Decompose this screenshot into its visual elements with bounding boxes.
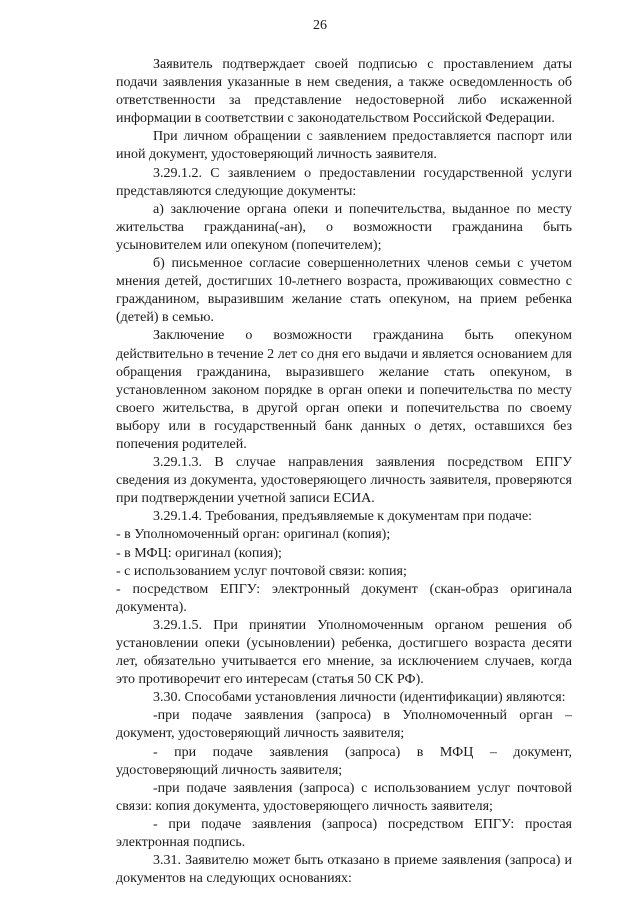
list-item-mfc: - в МФЦ: оригинал (копия); (116, 545, 282, 561)
list-item-epgu: - посредством ЕПГУ: электронный документ (скан-образ оригинала документа). (116, 581, 572, 615)
list-item-authorized-body: - в Уполномоченный орган: оригинал (копия); (116, 527, 391, 543)
document-body (116, 56, 572, 888)
paragraph-passport: При личном обращении с заявлением предоставляется паспорт или иной документ, удостоверяющий личность заявителя. (116, 129, 572, 163)
paragraph-3-31: 3.31. Заявителю может быть отказано в приеме заявления (запроса) и документов на следующих основаниях: (116, 853, 572, 887)
paragraph-3-29-1-5: 3.29.1.5. При принятии Уполномоченным органом решения об установлении опеки (усыновлении) ребенка, достигшего возраста десяти лет, обязательно учитывается его мнение, за исключением случаев, когда это противоречит его интересам (статья 50 СК РФ). (116, 617, 572, 688)
list-item-postal: - с использованием услуг почтовой связи: копия; (116, 563, 407, 579)
paragraph-id-authorized-body: -при подаче заявления (запроса) в Уполномоченный орган – документ, удостоверяющий личность заявителя; (116, 708, 572, 742)
paragraph-3-30: 3.30. Способами установления личности (идентификации) являются: (153, 690, 566, 706)
paragraph-conclusion-validity: Заключение о возможности гражданина быть опекуном действительно в течение 2 лет со дня его выдачи и является основанием для обращения гражданина, выразившего желание стать опекуном, в установленном законом порядке в орган опеки и попечительства по месту своего жительства, в другой орган опеки и попечительства по своему выбору или в государственный банк данных о детях, оставшихся без попечения родителей. (116, 328, 572, 452)
paragraph-3-29-1-2: 3.29.1.2. С заявлением о предоставлении государственной услуги представляются следующие документы: (116, 165, 572, 199)
paragraph-id-postal: -при подаче заявления (запроса) с использованием услуг почтовой связи: копия документа, удостоверяющего личность заявителя; (116, 780, 572, 814)
paragraph-id-mfc: - при подаче заявления (запроса) в МФЦ – документ, удостоверяющий личность заявителя; (116, 744, 572, 778)
paragraph-3-29-1-4: 3.29.1.4. Требования, предъявляемые к документам при подаче: (153, 509, 533, 525)
page-number: 26 (313, 18, 327, 33)
paragraph-item-a: а) заключение органа опеки и попечительства, выданное по месту жительства гражданина(-ан), о возможности гражданина быть усыновителем или опекуном (попечителем); (116, 201, 572, 253)
paragraph-signature-confirmation: Заявитель подтверждает своей подписью с проставлением даты подачи заявления указанные в нем сведения, а также осведомленность об ответственности за представление недостоверной либо искаженной информации в соответствии с законодательством Российской Федерации. (116, 57, 572, 127)
paragraph-3-29-1-3: 3.29.1.3. В случае направления заявления посредством ЕПГУ сведения из документа, удостоверяющего личность заявителя, проверяются при подтверждении учетной записи ЕСИА. (116, 455, 572, 507)
paragraph-id-epgu: - при подаче заявления (запроса) посредством ЕПГУ: простая электронная подпись. (116, 816, 572, 851)
paragraph-item-b: б) письменное согласие совершеннолетних членов семьи с учетом мнения детей, достигших 10-летнего возраста, проживающих совместно с гражданином, выразившим желание стать опекуном, на прием ребенка (детей) в семью. (116, 256, 572, 326)
